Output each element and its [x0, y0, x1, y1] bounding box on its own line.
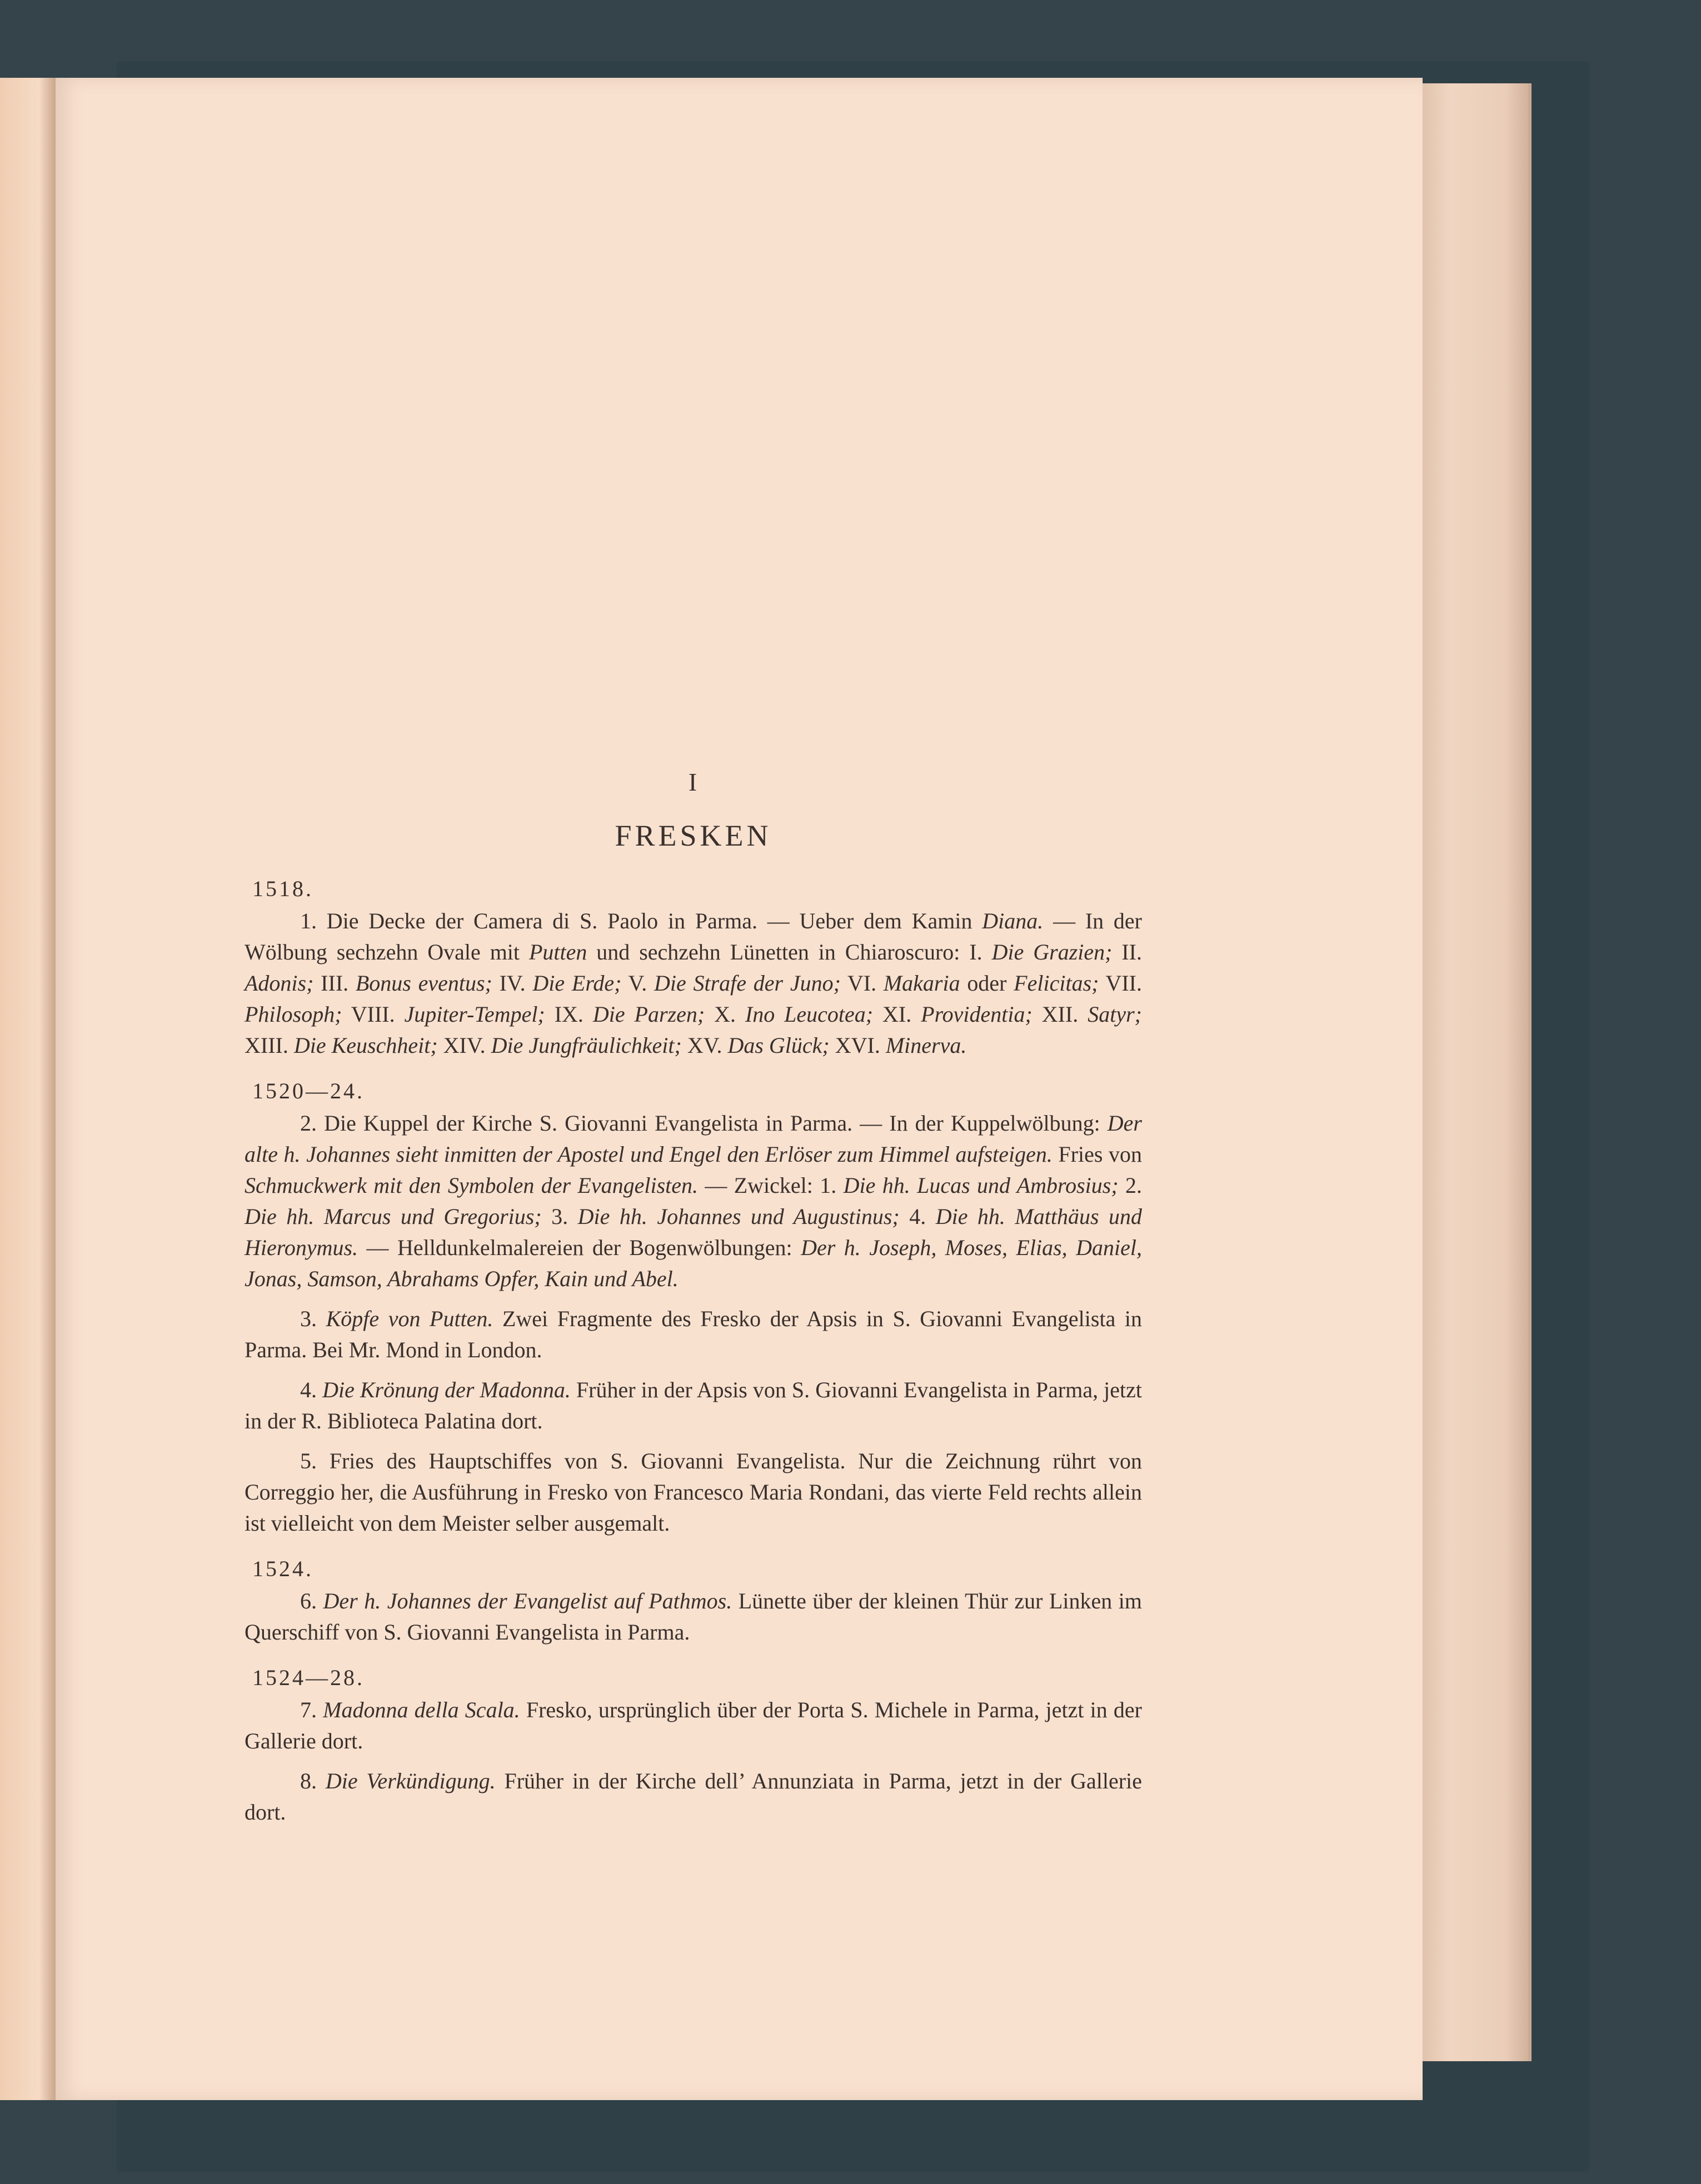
italic-title: Makaria	[883, 971, 960, 996]
entry-text: Fries des Hauptschiffes von S. Giovanni Evangelista. Nur die Zeichnung rührt von Correggio her, die Ausführung in Fresko von Francesco Maria Rondani, das vierte Feld rechts allein ist vielleicht von dem Meister selber ausgemalt.	[245, 1448, 1142, 1536]
entry-text: und sechzehn Lünetten in Chiaroscuro: I.	[587, 939, 992, 964]
italic-title: Der h. Joseph, Moses, Elias, Daniel, Jonas, Samson, Abrahams Opfer, Kain und Abel.	[245, 1235, 1142, 1291]
italic-title: Die Erde;	[532, 971, 622, 996]
entry-text: Fresko, ursprünglich über der Porta S. Michele in Parma, jetzt in der Gallerie dort.	[245, 1697, 1143, 1753]
italic-title: Die Grazien;	[991, 939, 1113, 964]
catalog-entry	[245, 1108, 1142, 1295]
entry-text: Die Kuppel der Kirche S. Giovanni Evangelista in Parma. — In der Kuppelwölbung:	[317, 1111, 1108, 1136]
italic-title: Diana.	[982, 908, 1044, 933]
year-heading: 1518.	[252, 876, 313, 901]
entry-text	[317, 1697, 323, 1722]
italic-title: Philosoph;	[245, 1002, 342, 1027]
entry-text: II.	[1112, 939, 1143, 964]
entry-text: III.	[313, 971, 356, 996]
entry-text: X.	[705, 1002, 745, 1027]
entry-text: XIV.	[437, 1033, 491, 1058]
entry-number: 4.	[300, 1377, 317, 1402]
entry-number: 2.	[300, 1111, 317, 1136]
italic-title: Putten	[528, 939, 587, 964]
entry-text: XI.	[873, 1002, 921, 1027]
entry-text: Früher in der Apsis von S. Giovanni Evangelista in Parma, jetzt in der R. Biblioteca Palatina dort.	[245, 1377, 1143, 1433]
italic-title: Der h. Johannes der Evangelist auf Pathmos.	[323, 1588, 732, 1613]
italic-title: Providentia;	[921, 1002, 1032, 1027]
entry-number: 1.	[300, 908, 317, 933]
section-title: FRESKEN	[615, 819, 772, 852]
entry-text: — Helldunkelmalereien der Bogenwölbungen:	[358, 1235, 801, 1260]
entry-text: V.	[621, 971, 654, 996]
entry-text: — In der Wölbung sechzehn Ovale mit	[245, 908, 1142, 964]
entry-text	[317, 1588, 323, 1613]
catalog-entry	[245, 1303, 1142, 1366]
italic-title: Madonna della Scala.	[323, 1697, 520, 1722]
catalog-entry	[245, 1446, 1142, 1539]
italic-title: Die Keuschheit;	[293, 1033, 438, 1058]
italic-title: Die Verkündigung.	[325, 1768, 496, 1793]
italic-title: Die hh. Lucas und Ambrosius;	[843, 1173, 1119, 1198]
italic-title: Die hh. Matthäus und Hieronymus.	[245, 1204, 1142, 1260]
entry-text: Zwei Fragmente des Fresko der Apsis in S. Giovanni Evangelista in Parma. Bei Mr. Mond in London.	[245, 1306, 1143, 1362]
italic-title: Die Krönung der Madonna.	[322, 1377, 571, 1402]
italic-title: Schmuckwerk mit den Symbolen der Evangelisten.	[245, 1173, 699, 1198]
entry-text: VIII.	[342, 1002, 405, 1027]
italic-title: Die hh. Johannes und Augustinus;	[577, 1204, 900, 1229]
italic-title: Felicitas;	[1014, 971, 1099, 996]
entry-text: VI.	[840, 971, 884, 996]
italic-title: Die Parzen;	[592, 1002, 705, 1027]
entry-text: 2.	[1118, 1173, 1143, 1198]
catalog-entry	[245, 1766, 1142, 1828]
entry-text: Lünette über der kleinen Thür zur Linken im Querschiff von S. Giovanni Evangelista in Parma.	[245, 1588, 1143, 1645]
italic-title: Satyr;	[1088, 1002, 1142, 1027]
entry-text: XII.	[1032, 1002, 1088, 1027]
entry-number: 5.	[300, 1448, 317, 1473]
entry-text: 4.	[899, 1204, 936, 1229]
catalog-entry	[245, 1375, 1142, 1437]
entry-text: IV.	[492, 971, 533, 996]
entry-text: XIII.	[245, 1033, 294, 1058]
italic-title: Die Jungfräulichkeit;	[491, 1033, 682, 1058]
entries-container	[245, 873, 1142, 1828]
year-heading: 1524.	[252, 1556, 313, 1581]
entry-text: Die Decke der Camera di S. Paolo in Parma. — Ueber dem Kamin	[317, 908, 982, 933]
catalog-entry	[245, 1695, 1142, 1757]
italic-title: Minerva.	[885, 1033, 967, 1058]
italic-title: Die hh. Marcus und Gregorius;	[245, 1204, 542, 1229]
italic-title: Der alte h. Johannes sieht inmitten der Apostel und Engel den Erlöser zum Himmel aufsteigen.	[245, 1111, 1142, 1167]
italic-title: Ino Leucotea;	[745, 1002, 874, 1027]
italic-title: Bonus eventus;	[355, 971, 492, 996]
catalog-entry	[245, 1586, 1142, 1648]
entry-text: XV.	[681, 1033, 728, 1058]
entry-text	[317, 1768, 326, 1793]
entry-text	[317, 1306, 326, 1331]
entry-text: VII.	[1099, 971, 1142, 996]
italic-title: Jupiter-Tempel;	[404, 1002, 545, 1027]
page-fore-edge	[1417, 83, 1532, 2061]
catalog-entry	[245, 906, 1142, 1061]
entry-text: XVI.	[829, 1033, 886, 1058]
italic-title: Das Glück;	[727, 1033, 830, 1058]
entry-number: 6.	[300, 1588, 317, 1613]
entry-number: 3.	[300, 1306, 317, 1331]
year-heading: 1520—24.	[252, 1078, 365, 1103]
italic-title: Köpfe von Putten.	[326, 1306, 493, 1331]
entry-text	[317, 1377, 322, 1402]
page-text	[245, 678, 1142, 1837]
section-number: I	[688, 768, 699, 796]
italic-title: Die Strafe der Juno;	[654, 971, 841, 996]
entry-text: oder	[960, 971, 1014, 996]
left-page-edge	[0, 78, 56, 2100]
year-heading: 1524—28.	[252, 1665, 365, 1690]
italic-title: Adonis;	[245, 971, 314, 996]
entry-text: Früher in der Kirche dell’ Annunziata in Parma, jetzt in der Gallerie dort.	[245, 1768, 1142, 1825]
entry-number: 8.	[300, 1768, 317, 1793]
entry-text: IX.	[545, 1002, 593, 1027]
entry-text: — Zwickel: 1.	[698, 1173, 844, 1198]
book-page	[56, 78, 1423, 2100]
entry-text: Fries von	[1052, 1142, 1142, 1167]
entry-number: 7.	[300, 1697, 317, 1722]
entry-text: 3.	[541, 1204, 578, 1229]
